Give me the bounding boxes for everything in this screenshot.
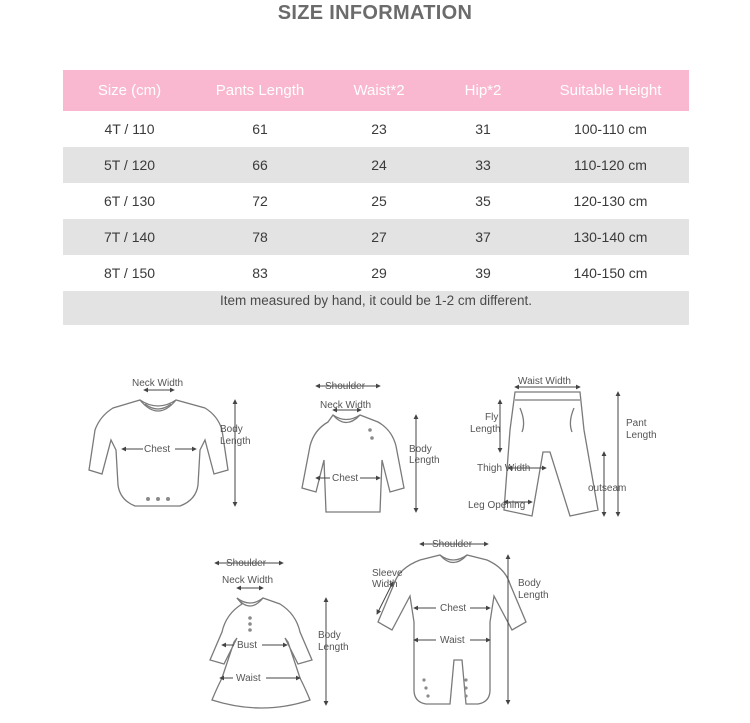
cell-suitable-height: 120-130 cm [573, 193, 648, 209]
table-header-row [63, 70, 689, 111]
romper-body-label: Body [518, 578, 541, 589]
pants-leg-opening-label: Leg Opening [468, 500, 526, 511]
cell-waist: 27 [371, 229, 387, 245]
diagrams-svg [0, 360, 750, 723]
cell-pants-length: 83 [252, 265, 268, 281]
tshirt-body-label: Body [409, 444, 432, 455]
romper-waist-label: Waist [440, 635, 465, 646]
header-size: Size (cm) [97, 82, 162, 99]
romper-diagram [372, 539, 549, 704]
dress-waist-label: Waist [236, 673, 261, 684]
cell-waist: 25 [371, 193, 387, 209]
dress-outline [210, 598, 312, 708]
header-waist: Waist*2 [353, 82, 405, 99]
dress-bust-label: Bust [237, 640, 258, 651]
measurement-diagrams [0, 360, 750, 723]
pants-fly-label: Fly [485, 412, 499, 423]
pants-diagram [468, 376, 657, 516]
bodysuit-neck-width-label: Neck Width [132, 378, 184, 389]
cell-hip: 39 [475, 265, 491, 281]
header-suitable-height: Suitable Height [559, 82, 662, 99]
cell-hip: 37 [475, 229, 491, 245]
tshirt-diagram [302, 381, 440, 512]
cell-pants-length: 78 [252, 229, 268, 245]
table-row [63, 147, 689, 183]
page-title: SIZE INFORMATION [277, 2, 473, 24]
dress-neck-width-label: Neck Width [222, 575, 274, 586]
cell-pants-length: 66 [252, 157, 268, 173]
cell-size: 7T / 140 [103, 229, 156, 245]
table-row [63, 183, 689, 219]
header-hip: Hip*2 [464, 82, 502, 99]
romper-shoulder-label: Shoulder [432, 539, 473, 550]
dress-diagram [210, 558, 349, 708]
romper-sleeve-label: Sleeve [372, 568, 403, 579]
pants-thigh-width-label: Thigh Width [477, 463, 531, 474]
romper-chest-label: Chest [440, 603, 467, 614]
cell-size: 6T / 130 [103, 193, 156, 209]
pants-pant-label: Pant [626, 418, 647, 429]
cell-suitable-height: 130-140 cm [573, 229, 648, 245]
pants-pant-length-label: Length [626, 430, 657, 441]
tshirt-outline [302, 415, 404, 512]
bodysuit-chest-label: Chest [144, 444, 171, 455]
dress-length-label: Length [318, 642, 349, 653]
dress-shoulder-label: Shoulder [226, 558, 267, 569]
bodysuit-diagram [89, 378, 251, 506]
measurement-note: Item measured by hand, it could be 1-2 cm different. [63, 291, 689, 325]
pants-fly-length-label: Length [470, 424, 501, 435]
cell-waist: 24 [371, 157, 387, 173]
romper-sleeve-width-label: Width [372, 579, 398, 590]
cell-size: 8T / 150 [103, 265, 156, 281]
cell-waist: 29 [371, 265, 387, 281]
cell-suitable-height: 100-110 cm [574, 121, 647, 137]
bodysuit-body-label: Body [220, 424, 243, 435]
cell-pants-length: 61 [252, 121, 268, 137]
cell-pants-length: 72 [252, 193, 268, 209]
cell-suitable-height: 110-120 cm [574, 157, 647, 173]
table-row [63, 255, 689, 291]
romper-length-label: Length [518, 590, 549, 601]
cell-waist: 23 [371, 121, 387, 137]
dress-body-label: Body [318, 630, 341, 641]
tshirt-neck-width-label: Neck Width [320, 400, 372, 411]
pants-waist-width-label: Waist Width [518, 376, 571, 387]
tshirt-length-label: Length [409, 455, 440, 466]
table-row [63, 111, 689, 147]
pants-outseam-label: outseam [588, 483, 627, 494]
cell-suitable-height: 140-150 cm [573, 265, 648, 281]
cell-hip: 35 [475, 193, 491, 209]
cell-hip: 31 [475, 121, 491, 137]
tshirt-shoulder-label: Shoulder [325, 381, 366, 392]
cell-size: 4T / 110 [104, 121, 155, 137]
pants-outline [504, 392, 598, 516]
cell-size: 5T / 120 [103, 157, 156, 173]
bodysuit-length-label: Length [220, 436, 251, 447]
cell-hip: 33 [475, 157, 491, 173]
size-table [63, 70, 689, 325]
tshirt-chest-label: Chest [332, 473, 359, 484]
table-row [63, 219, 689, 255]
header-pants-length: Pants Length [215, 82, 305, 99]
